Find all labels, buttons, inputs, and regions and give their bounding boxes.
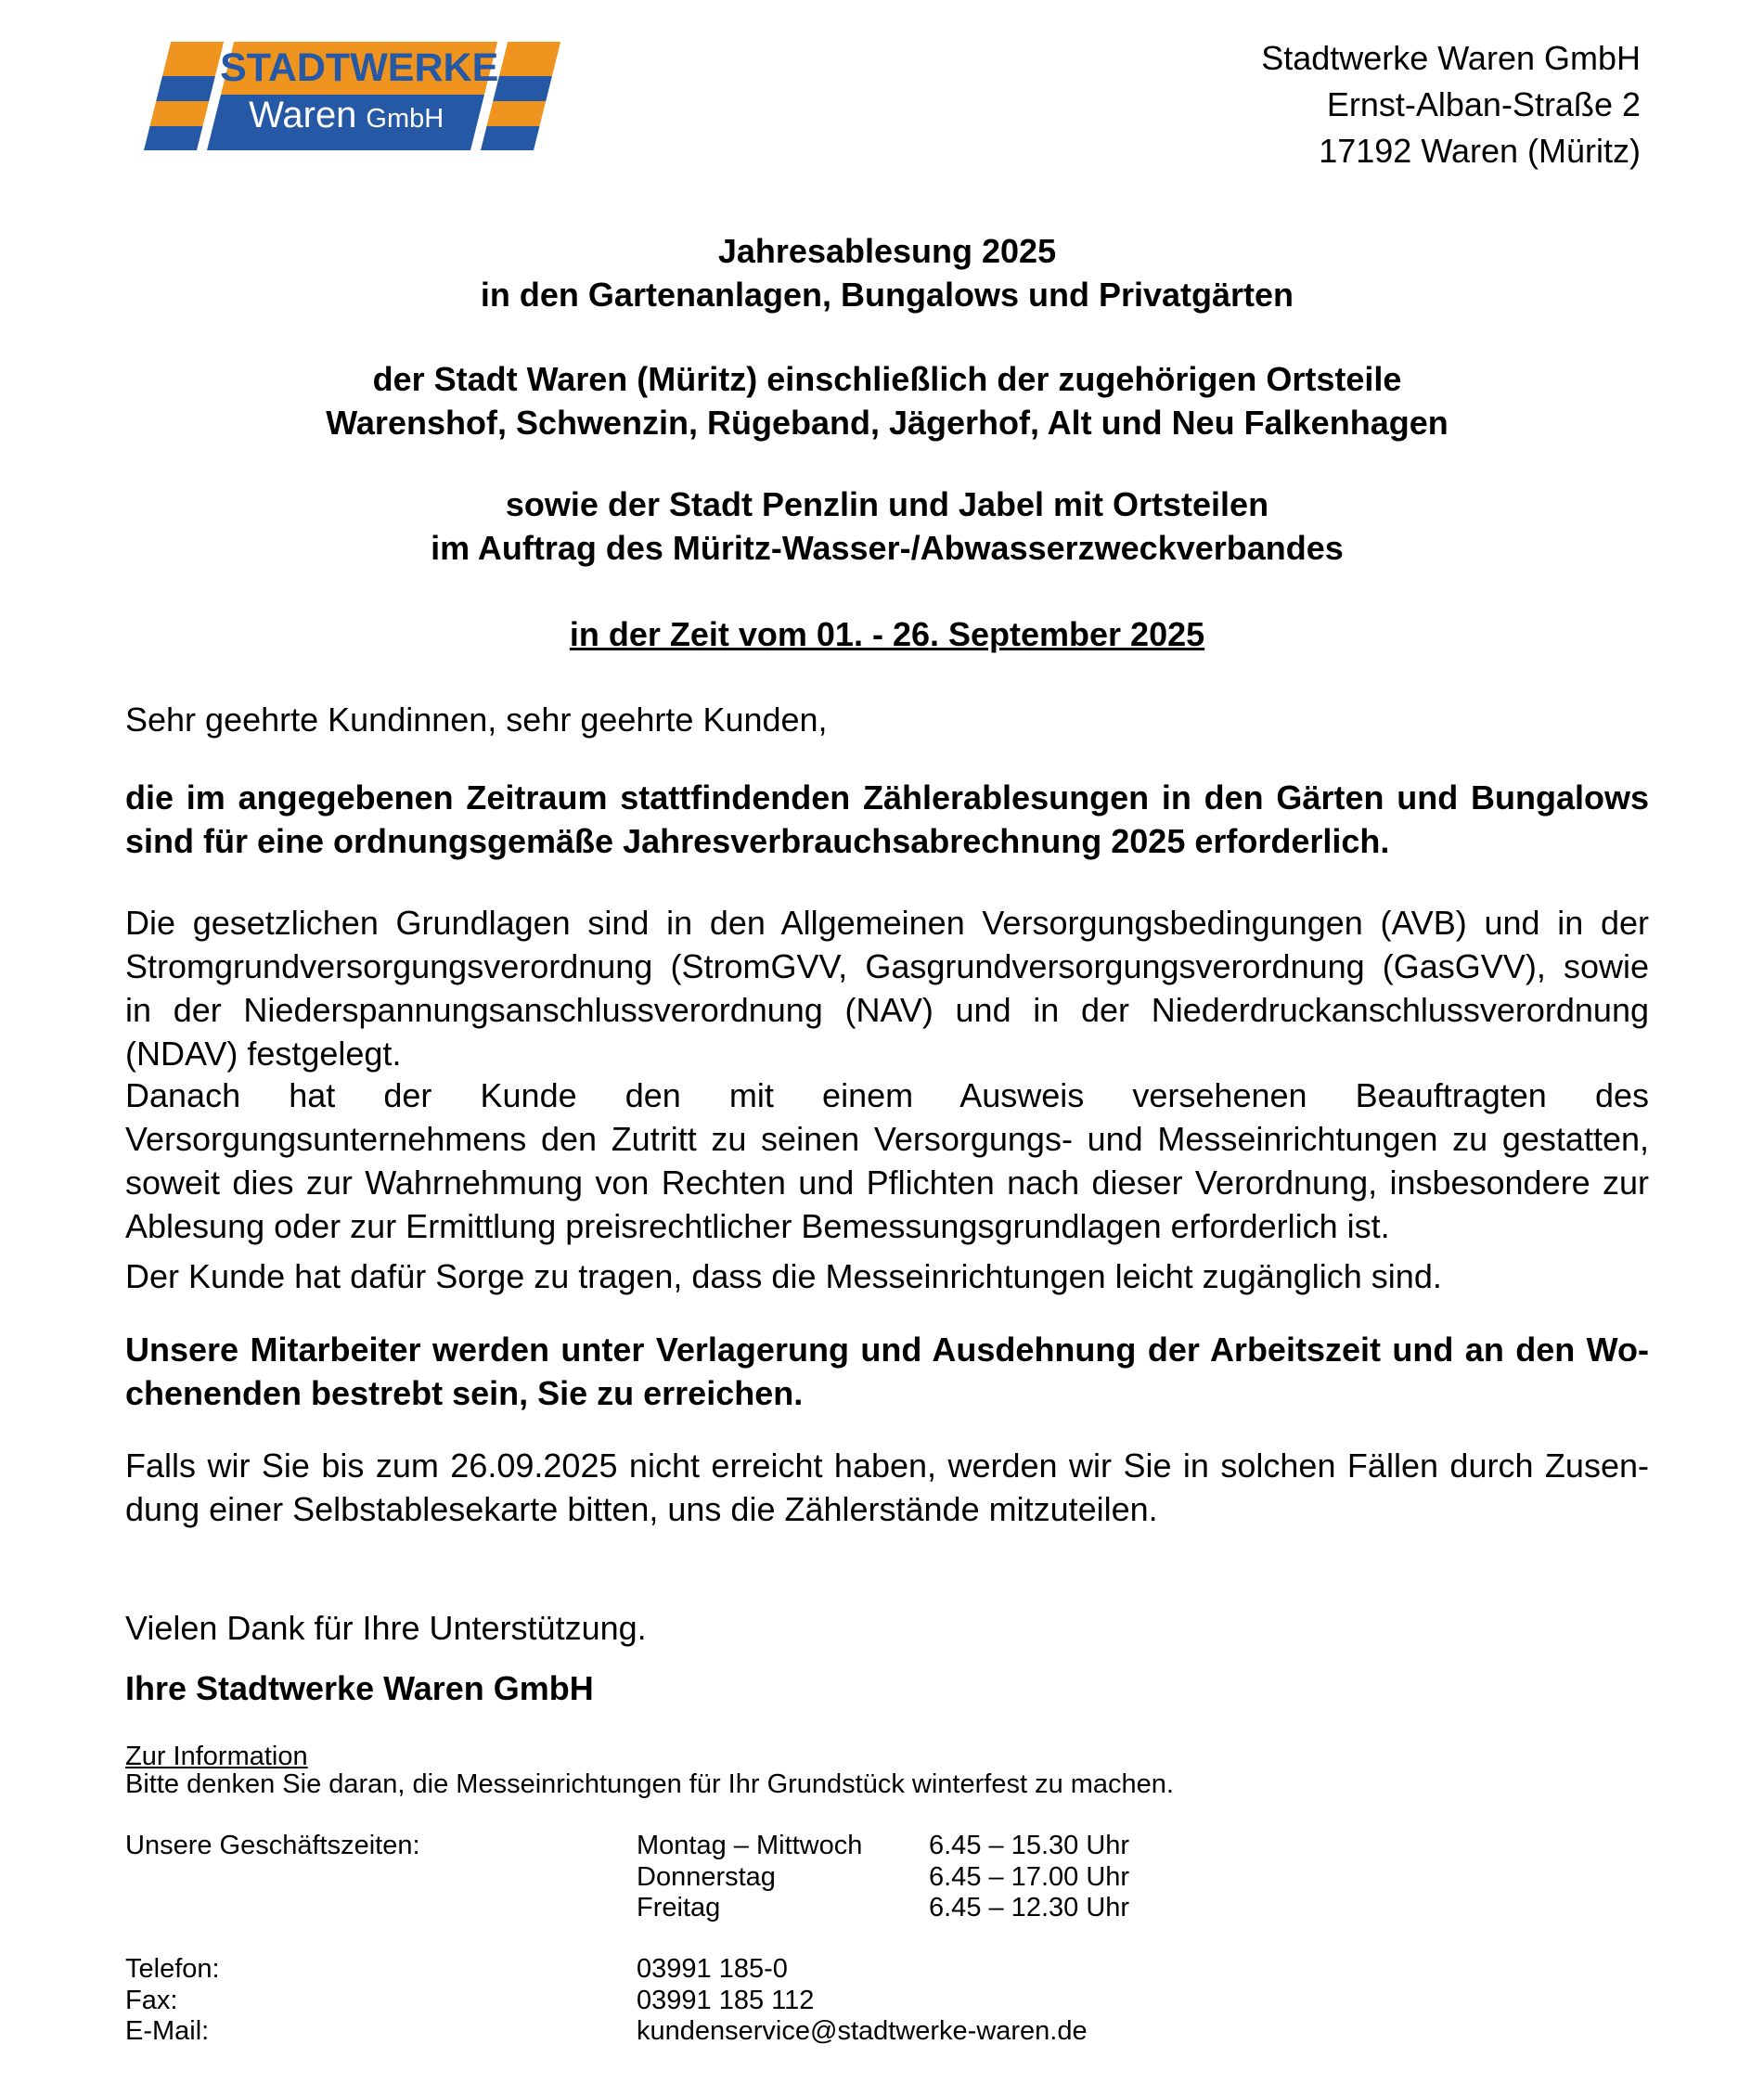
info-heading-text: Zur Information — [125, 1742, 308, 1771]
title-mandate — [125, 482, 1649, 570]
paragraph-access-rights: Danach hat der Kunde den mit einem Ausweis versehenen Beauftragten des Versorgungsunternehmens den Zutritt zu seinen Versorgungs- und Messeinrichtungen zu gestatten, soweit dies zur Wahrnehmung von Rechten und Pflichten nach dieser Verordnung, insbesondere zur Ablesung oder zur Ermittlung preisrechtlicher Bemessungsgrundlagen erforderlich ist. — [125, 1076, 1649, 1245]
reading-period: in der Zeit vom 01. - 26. September 2025 — [569, 615, 1205, 653]
hours-time: 6.45 – 15.30 Uhr — [929, 1831, 1130, 1860]
logo-graphic — [144, 42, 560, 150]
logo-wordmark-waren-gmbh — [249, 95, 444, 146]
paragraph-selfreading-card: Falls wir Sie bis zum 26.09.2025 nicht erreicht haben, werden wir Sie in solchen Fällen durch Zusendung einer Selbstablesekarte bitten, uns die Zählerstände mitzuteilen. — [125, 1447, 1649, 1528]
logo-wordmark-stadtwerke: STADTWERKE — [219, 45, 499, 91]
contact-label: Telefon: — [125, 1954, 220, 1984]
hours-time: 6.45 – 17.00 Uhr — [929, 1861, 1130, 1892]
title-line-6: im Auftrag des Müritz-Wasser-/Abwasserzweckverbandes — [431, 529, 1344, 567]
signature-line: Ihre Stadtwerke Waren GmbH — [125, 1669, 594, 1707]
hours-label-spacer — [125, 1862, 637, 1894]
business-hours-table — [125, 1831, 1649, 1924]
title-line-3: der Stadt Waren (Müritz) einschließlich der zugehörigen Ortsteile — [372, 360, 1402, 398]
title-line-1: Jahresablesung 2025 — [717, 232, 1057, 270]
hours-days: Montag – Mittwoch — [637, 1831, 863, 1860]
logo-main — [207, 42, 497, 150]
title-main — [125, 229, 1649, 316]
sender-city: 17192 Waren (Müritz) — [1319, 132, 1641, 170]
title-area — [125, 357, 1649, 444]
sender-company: Stadtwerke Waren GmbH — [1261, 39, 1641, 77]
paragraph-intro: die im angegebenen Zeitraum stattfindenden Zählerablesungen in den Gärten und Bungalows sind für eine ordnungsgemäße Jahresverbrauchsabrechnung 2025 erforderlich. — [125, 778, 1649, 860]
title-line-2: in den Gartenanlagen, Bungalows und Privatgärten — [480, 276, 1294, 314]
sender-street: Ernst-Alban-Straße 2 — [1326, 85, 1641, 123]
paragraph-legal-basis: Die gesetzlichen Grundlagen sind in den Allgemeinen Versorgungsbedingungen (AVB) und in der Stromgrundversorgungsverordnung (StromGVV, Gasgrundversorgungsverordnung (GasGVV), sowie in der Niederspannungsanschlussverordnung (NAV) und in der Niederdruckanschlussverordnung (NDAV) festgelegt. — [125, 904, 1649, 1073]
logo-band-orange — [221, 42, 497, 95]
hours-days: Freitag — [637, 1893, 721, 1922]
logo-stripe-blue — [144, 126, 202, 150]
thanks-line: Vielen Dank für Ihre Unterstützung. — [125, 1609, 647, 1647]
hours-label-spacer — [125, 1893, 637, 1924]
contact-label: E-Mail: — [125, 2016, 210, 2046]
info-heading — [125, 1742, 1649, 1772]
hours-time: 6.45 – 12.30 Uhr — [929, 1893, 1130, 1922]
hours-label: Unsere Geschäftszeiten: — [125, 1831, 420, 1860]
title-period — [125, 612, 1649, 656]
logo-word-gmbh: GmbH — [366, 104, 444, 135]
logo-stripe-orange — [149, 101, 209, 126]
contact-table — [125, 1954, 1649, 2048]
logo-word-waren: Waren — [248, 95, 357, 136]
logo-stripe-orange — [486, 101, 546, 126]
logo-stripe-orange — [162, 42, 224, 76]
stadtwerke-logo — [144, 42, 534, 150]
contact-phone: 03991 185-0 — [637, 1954, 788, 1984]
logo-stripe-blue — [481, 126, 539, 150]
sender-address — [1261, 35, 1641, 174]
title-line-5: sowie der Stadt Penzlin und Jabel mit Ortsteilen — [505, 485, 1269, 523]
salutation: Sehr geehrte Kundinnen, sehr geehrte Kunden, — [125, 701, 828, 739]
paragraph-customer-duty: Der Kunde hat dafür Sorge zu tragen, dass die Messeinrichtungen leicht zugänglich sind. — [125, 1257, 1442, 1295]
logo-stripe-blue — [493, 76, 552, 101]
paragraph-staff-hours: Unsere Mitarbeiter werden unter Verlagerung und Ausdehnung der Arbeitszeit und an den Wochenenden bestrebt sein, Sie zu erreichen. — [125, 1331, 1649, 1412]
title-line-4: Warenshof, Schwenzin, Rügeband, Jägerhof, Alt und Neu Falkenhagen — [326, 404, 1449, 442]
logo-stripe-blue — [156, 76, 215, 101]
logo-stripe-orange — [499, 42, 560, 76]
info-note: Bitte denken Sie daran, die Messeinrichtungen für Ihr Grundstück winterfest zu machen. — [125, 1769, 1174, 1799]
logo-band-blue — [207, 95, 484, 150]
hours-days: Donnerstag — [637, 1861, 776, 1892]
contact-fax: 03991 185 112 — [637, 1985, 815, 2015]
contact-email: kundenservice@stadtwerke-waren.de — [637, 2016, 1088, 2046]
contact-label: Fax: — [125, 1985, 178, 2015]
